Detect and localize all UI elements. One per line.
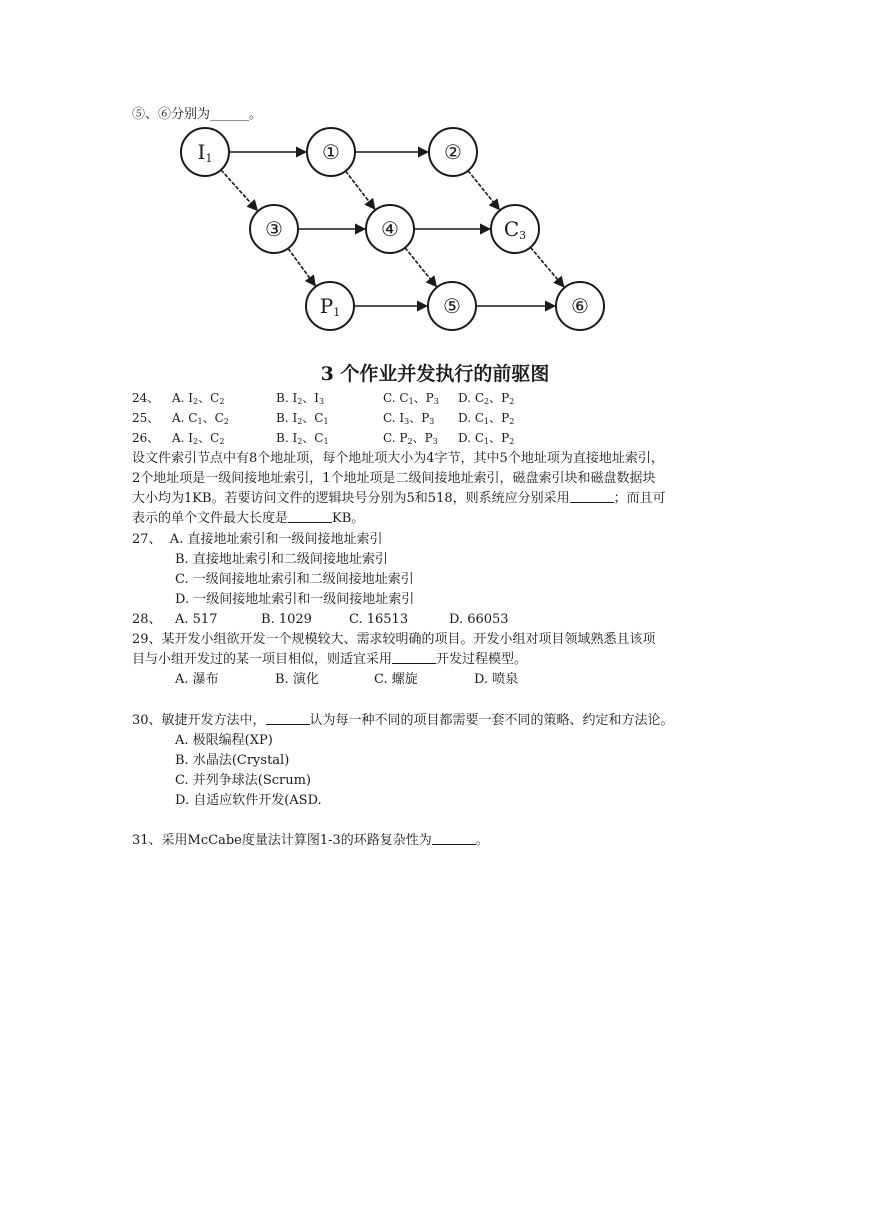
question-28-options <box>132 610 509 630</box>
q26-option-c: C. $P_2$、$P_3$ <box>383 431 438 446</box>
node-n4 <box>366 205 414 253</box>
question-29-options <box>175 670 518 690</box>
q26-option-b: B. $I_2$、$C_1$ <box>276 431 329 446</box>
paragraph-line-4: 表示的单个文件最大长度是 KB。 <box>132 511 365 526</box>
q26-number: 26、 <box>132 431 160 445</box>
question-30-line-1: 30、敏捷开发方法中， 认为每一种不同的项目都需要一套不同的策略、约定和方法论。 <box>132 713 674 728</box>
answer-blank <box>432 832 476 845</box>
node-n6 <box>556 282 604 330</box>
q25-number: 25、 <box>132 411 160 425</box>
q24-number: 24、 <box>132 391 160 405</box>
q26-option-a: A. $I_2$、$C_2$ <box>172 431 225 446</box>
figure-caption: 3 个作业并发执行的前驱图 <box>320 363 550 385</box>
node-n3 <box>250 205 298 253</box>
q28-option-c: C. 16513 <box>349 612 409 627</box>
node-label: ② <box>444 140 462 164</box>
q29-option-c: C. 螺旋 <box>374 672 418 687</box>
node-label: ① <box>322 140 340 164</box>
node-label: ⑤ <box>443 294 461 318</box>
q28-number: 28、 <box>132 612 162 627</box>
q28-option-d: D. 66053 <box>449 612 509 627</box>
q28-option-b: B. 1029 <box>261 612 312 627</box>
answer-blank <box>288 510 332 523</box>
paragraph-line-3: 大小均为1KB。若要访问文件的逻辑块号分别为5和518，则系统应分别采用 ；而且可 <box>132 491 666 506</box>
q25-option-c: C. $I_3$、$P_3$ <box>383 411 435 426</box>
question-intro: ⑤、⑥分别为______。 <box>132 107 263 122</box>
answer-blank <box>266 712 310 725</box>
answer-blank <box>392 651 436 664</box>
graph-nodes <box>181 128 604 330</box>
edge-n4-n5 <box>405 248 436 287</box>
q30-option-b: B. 水晶法(Crystal) <box>175 753 290 768</box>
question-29-line-2: 目与小组开发过的某一项目相似，则适宜采用 开发过程模型。 <box>132 652 528 667</box>
paragraph-line-2: 2个地址项是一级间接地址索引，1个地址项是二级间接地址索引，磁盘索引块和磁盘数据块 <box>132 471 656 486</box>
edge-n3-P1 <box>288 248 315 285</box>
edge-C3-n6 <box>530 247 563 287</box>
node-label: ⑥ <box>571 294 589 318</box>
node-label: P1 <box>319 294 341 319</box>
q24-option-a: A. $I_2$、$C_2$ <box>172 391 225 406</box>
answer-blank <box>570 490 614 503</box>
edge-n2-C3 <box>468 171 499 210</box>
q27-option-b: B. 直接地址索引和二级间接地址索引 <box>175 552 388 567</box>
node-P1 <box>306 282 354 330</box>
question-31: 31、采用McCabe度量法计算图1-3的环路复杂性为 。 <box>132 833 489 848</box>
q25-option-a: A. $C_1$、$C_2$ <box>172 411 229 426</box>
precedence-graph-figure <box>170 124 620 388</box>
q26-option-d: D. $C_1$、$P_2$ <box>458 431 515 446</box>
q25-option-b: B. $I_2$、$C_1$ <box>276 411 329 426</box>
node-label: ③ <box>265 217 283 241</box>
q29-option-b: B. 演化 <box>275 672 319 687</box>
q24-option-c: C. $C_1$、$P_3$ <box>383 391 439 406</box>
q30-option-a: A. 极限编程(XP) <box>175 733 273 748</box>
q28-option-a: A. 517 <box>175 612 218 627</box>
q27-option-d: D. 一级间接地址索引和一级间接地址索引 <box>175 592 415 607</box>
q30-option-c: C. 并列争球法(Scrum) <box>175 773 311 788</box>
node-n1 <box>307 128 355 176</box>
q30-option-d: D. 自适应软件开发(ASD. <box>175 793 322 808</box>
node-n5 <box>428 282 476 330</box>
node-I1 <box>181 128 229 176</box>
q25-option-d: D. $C_1$、$P_2$ <box>458 411 515 426</box>
q24-option-d: D. $C_2$、$P_2$ <box>458 391 515 406</box>
q29-option-d: D. 喷泉 <box>474 672 519 687</box>
paragraph-line-1: 设文件索引节点中有8个地址项，每个地址项大小为4字节，其中5个地址项为直接地址索引， <box>132 451 664 466</box>
edge-I1-n3 <box>221 170 257 211</box>
edge-n1-n4 <box>346 171 375 209</box>
node-label: C3 <box>503 217 527 242</box>
node-C3 <box>491 205 539 253</box>
question-29-line-1: 29、某开发小组欲开发一个规模较大、需求较明确的项目。开发小组对项目领域熟悉且该项 <box>132 632 656 647</box>
node-n2 <box>429 128 477 176</box>
q24-option-b: B. $I_2$、$I_3$ <box>276 391 325 406</box>
q27-option-c: C. 一级间接地址索引和二级间接地址索引 <box>175 572 414 587</box>
q27-option-a: 27、 A. 直接地址索引和一级间接地址索引 <box>132 532 383 547</box>
q29-option-a: A. 瀑布 <box>175 672 219 687</box>
node-label: I1 <box>197 140 213 165</box>
node-label: ④ <box>381 217 399 241</box>
